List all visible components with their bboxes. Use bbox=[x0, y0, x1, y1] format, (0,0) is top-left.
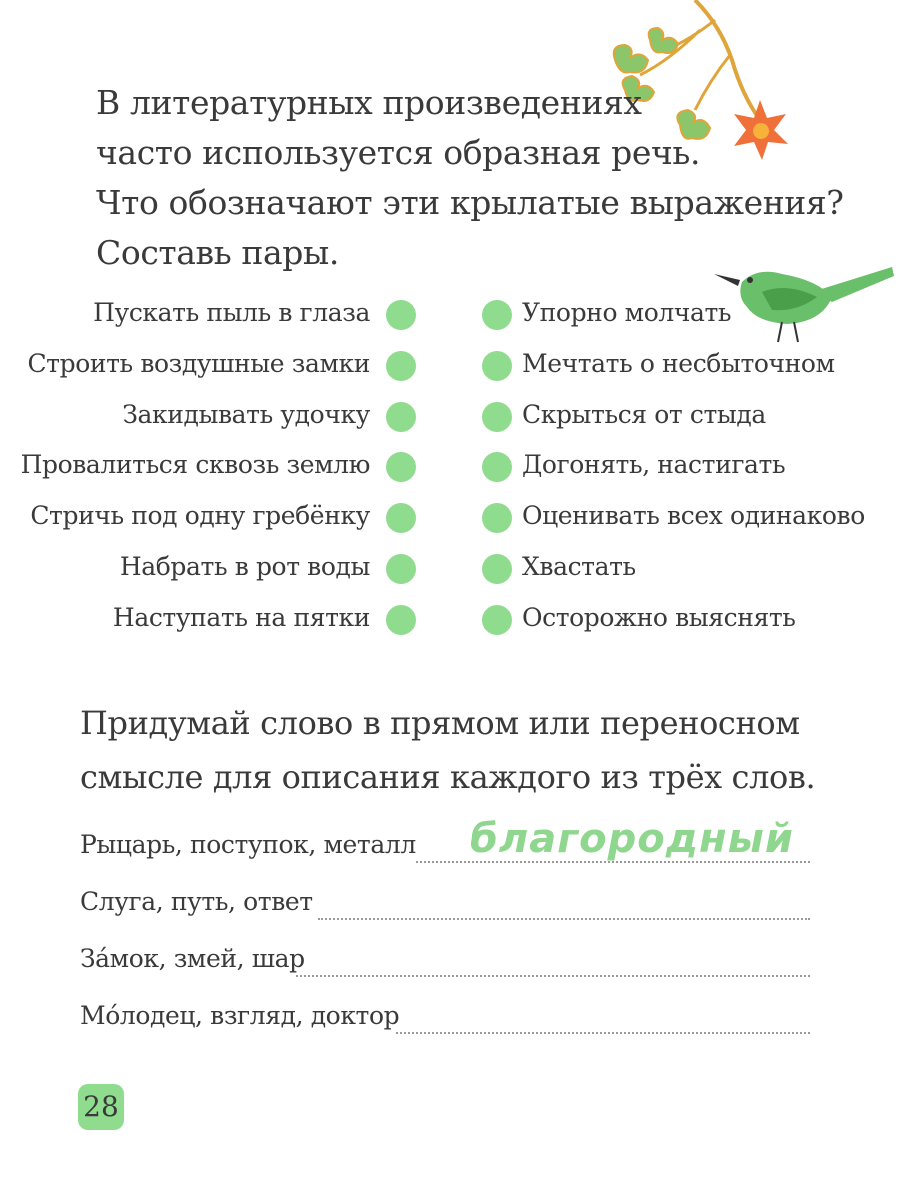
meaning-label: Скрыться от стыда bbox=[522, 399, 766, 429]
word-group-label: Мо́лодец, взгляд, доктор bbox=[80, 1001, 400, 1030]
meaning-label: Догонять, настигать bbox=[522, 450, 786, 480]
meaning-dot[interactable] bbox=[482, 554, 512, 584]
word-group-label: За́мок, змей, шар bbox=[80, 944, 305, 973]
pair-row bbox=[0, 292, 900, 343]
idiom-label: Набрать в рот воды bbox=[119, 551, 370, 581]
idiom-dot[interactable] bbox=[386, 605, 416, 635]
page-number: 28 bbox=[78, 1084, 124, 1130]
meaning-dot[interactable] bbox=[482, 351, 512, 381]
idiom-dot[interactable] bbox=[386, 452, 416, 482]
matching-pairs bbox=[0, 292, 900, 648]
meaning-dot[interactable] bbox=[482, 300, 512, 330]
pair-row bbox=[0, 546, 900, 597]
meaning-label: Хвастать bbox=[522, 551, 636, 581]
intro-line: Что обозначают эти крылатые выражения? bbox=[96, 183, 844, 222]
answer-line[interactable] bbox=[318, 917, 810, 920]
meaning-dot[interactable] bbox=[482, 452, 512, 482]
idiom-label: Провалиться сквозь землю bbox=[20, 450, 370, 480]
meaning-dot[interactable] bbox=[482, 605, 512, 635]
word-group-label: Рыцарь, поступок, металл bbox=[80, 830, 416, 859]
meaning-label: Оценивать всех одинаково bbox=[522, 501, 865, 531]
idiom-dot[interactable] bbox=[386, 503, 416, 533]
fill-row bbox=[80, 936, 820, 993]
idiom-dot[interactable] bbox=[386, 300, 416, 330]
meaning-label: Упорно молчать bbox=[522, 298, 732, 327]
meaning-dot[interactable] bbox=[482, 402, 512, 432]
fill-row bbox=[80, 816, 820, 879]
pair-row bbox=[0, 343, 900, 394]
intro-text bbox=[96, 78, 844, 278]
pair-row bbox=[0, 444, 900, 495]
answer-line[interactable] bbox=[396, 1031, 810, 1034]
pair-row bbox=[0, 495, 900, 546]
meaning-dot[interactable] bbox=[482, 503, 512, 533]
answer-line[interactable] bbox=[296, 974, 810, 977]
intro-line: Составь пары. bbox=[96, 233, 339, 272]
idiom-label: Строить воздушные замки bbox=[27, 348, 370, 378]
fill-in-list bbox=[80, 816, 820, 1050]
idiom-label: Стричь под одну гребёнку bbox=[30, 501, 370, 531]
idiom-label: Наступать на пятки bbox=[112, 602, 370, 632]
intro-line: часто используется образная речь. bbox=[96, 133, 701, 172]
fill-row bbox=[80, 993, 820, 1050]
task-line: Придумай слово в прямом или переносном bbox=[80, 704, 800, 742]
pair-row bbox=[0, 597, 900, 648]
meaning-label: Мечтать о несбыточном bbox=[522, 348, 835, 378]
task-two-text bbox=[80, 696, 840, 804]
idiom-dot[interactable] bbox=[386, 554, 416, 584]
intro-line: В литературных произведениях bbox=[96, 83, 642, 122]
fill-row bbox=[80, 879, 820, 936]
idiom-dot[interactable] bbox=[386, 351, 416, 381]
word-group-label: Слуга, путь, ответ bbox=[80, 887, 313, 916]
idiom-dot[interactable] bbox=[386, 402, 416, 432]
pair-row bbox=[0, 394, 900, 445]
handwritten-answer: благородный bbox=[470, 816, 794, 862]
idiom-label: Закидывать удочку bbox=[122, 399, 370, 429]
meaning-label: Осторожно выяснять bbox=[522, 602, 796, 632]
task-line: смысле для описания каждого из трёх слов. bbox=[80, 758, 816, 796]
idiom-label: Пускать пыль в глаза bbox=[93, 298, 370, 327]
